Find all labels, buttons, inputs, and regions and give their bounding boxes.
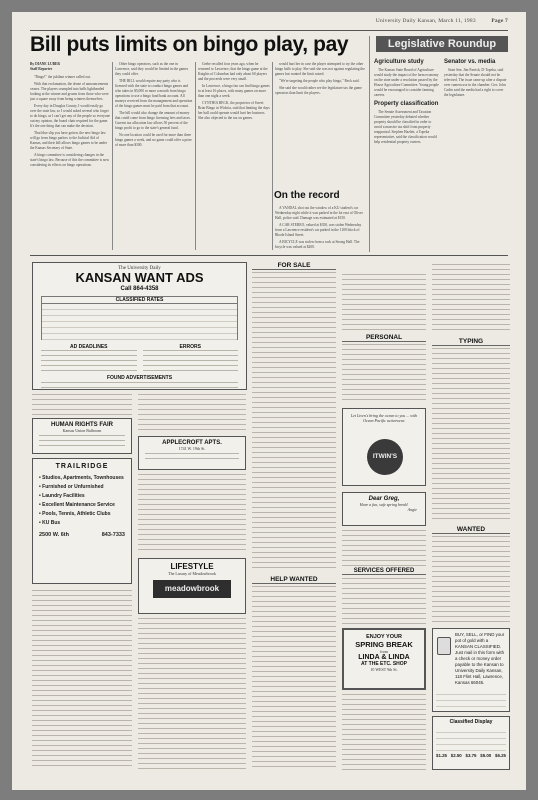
legislative-column-2 bbox=[444, 56, 508, 252]
applecroft-details bbox=[145, 453, 239, 463]
story-paragraph: With that exclamation, the drone of announcements ceases. The players crumpled into balls lightheaded looking at the winner and groans from those who were just a square away from being winners themselves. bbox=[30, 82, 109, 101]
meadowbrook-logo: meadowbrook bbox=[153, 580, 231, 598]
pot-of-gold-icon bbox=[437, 637, 451, 655]
story-paragraph: "Bingo!" the jubilant winner called out. bbox=[34, 75, 91, 79]
for-sale-listings bbox=[252, 272, 336, 572]
story-column-1 bbox=[30, 62, 110, 250]
story-paragraph: In Lawrence, a bingo fan can find bingo games in at least 16 places, with many games on more than one night a week. bbox=[198, 84, 270, 98]
human-rights-title: HUMAN RIGHTS FAIR bbox=[51, 422, 113, 428]
record-item: A CAR STEREO, valued at $350, was stolen Wednesday from a Lawrence resident's car parked in the 1100 block of Rhode Island Street. bbox=[275, 223, 362, 237]
lifestyle-sub: The Luxury of Meadowbrook bbox=[168, 571, 216, 576]
story-paragraph: Every day in Douglas County, I would easily go over the state law, so I would asked several who forget to do bingo, as I can't get any of the people so everyone out my opinion, the board chair required for the game. It's the one thing that can make the decision. bbox=[30, 104, 110, 128]
right-listings-top bbox=[432, 264, 510, 334]
typing-heading: TYPING bbox=[432, 338, 510, 346]
found-heading: FOUND ADVERTISEMENTS bbox=[106, 375, 173, 381]
top-rule bbox=[30, 30, 508, 31]
for-sale-heading: FOR SALE bbox=[252, 262, 336, 270]
story-headline: Bill puts limits on bingo play, pay bbox=[30, 33, 349, 56]
price-row bbox=[436, 753, 506, 758]
deadlines-heading: AD DEADLINES bbox=[69, 344, 108, 350]
story-column-2 bbox=[115, 62, 193, 250]
trailridge-item: • Pools, Tennis, Athletic Clubs bbox=[39, 511, 111, 517]
buy-sell-text: BUY, SELL, or FIND your pot of gold with a KANSAN CLASSIFIED. Just mail in this form with a check or money order payable to the Kansan to University Daily Kansan, 118 Flint Hall, Lawrence, Kansas 66045. bbox=[455, 632, 505, 685]
legislative-column-1 bbox=[374, 56, 440, 252]
trailridge-item: • Excellent Maintenance Service bbox=[39, 502, 115, 508]
legislative-subhead: Agriculture study bbox=[374, 59, 424, 65]
running-head-text: University Daily Kansan, March 11, 1983 bbox=[375, 18, 476, 24]
buy-sell-form bbox=[432, 628, 510, 712]
applecroft-sub: 1741 W. 19th St. bbox=[178, 446, 206, 451]
errors-text bbox=[143, 350, 239, 372]
story-paragraph: "We're targeting the people who play bingo," Beck said. bbox=[279, 79, 360, 83]
record-item: A VANDAL shot out the window of a KU student's car Wednesday night while it was parked in the lot east of Oliver Hall, police said. Damage was estimated at $150. bbox=[275, 206, 363, 220]
services-heading: SERVICES OFFERED bbox=[342, 568, 426, 575]
kansan-want-ads-box bbox=[32, 262, 247, 390]
story-paragraph: That blue slip you have gotten, the new bingo law will go from bingo parlors to the Judicial Aid of Kansas, and their bill allows bingo games to be under the Kansas Secretary of State. bbox=[30, 131, 108, 150]
errors-heading: ERRORS bbox=[179, 344, 201, 350]
dear-greg-title: Dear Greg, bbox=[368, 496, 400, 502]
rates-table bbox=[41, 296, 238, 340]
help-wanted-heading: HELP WANTED bbox=[252, 576, 336, 584]
spring-break-line4: LINDA & LINDA bbox=[358, 654, 410, 661]
on-the-record-title: On the record bbox=[274, 190, 340, 201]
found-text bbox=[41, 382, 238, 390]
price-cell: $6.25 bbox=[495, 753, 506, 758]
spring-break-line3: from bbox=[380, 649, 388, 654]
trailridge-contact bbox=[39, 532, 125, 538]
human-rights-details bbox=[39, 435, 125, 447]
trailridge-item: • Furnished or Unfurnished bbox=[39, 484, 104, 490]
trailridge-item: • Laundry Facilities bbox=[39, 493, 85, 499]
story-column-4 bbox=[275, 62, 365, 182]
applecroft-title: APPLECROFT APTS. bbox=[162, 440, 222, 446]
personal-lower-listings bbox=[342, 530, 426, 566]
trailridge-list bbox=[39, 474, 125, 528]
newspaper-page bbox=[12, 12, 526, 790]
wanted-heading: WANTED bbox=[432, 526, 510, 534]
rates-grid bbox=[42, 304, 237, 340]
typing-listings bbox=[432, 348, 510, 522]
legislative-text: The Senate Assessment and Taxation Committee yesterday debated whether property should be classified in order to avoid a massive tax shift from property reappraisal. Stephen Hazlett, a Topeka representative, said the classification would help residential property owners. bbox=[374, 110, 437, 144]
price-cell: $1.25 bbox=[436, 753, 447, 758]
column-divider bbox=[369, 36, 370, 252]
story-paragraph: No one location could be used for more than three bingo games a week, and no game could offer a prize of more than $300. bbox=[115, 133, 192, 147]
column-divider bbox=[272, 62, 273, 250]
story-column-3 bbox=[198, 62, 270, 250]
spring-break-ad bbox=[342, 628, 426, 690]
legislative-text: The Kansas State Board of Agriculture would study the impact of the farm economy on the state under a resolution passed by the House Agriculture Committee. Young people would be encouraged to consider farming careers. bbox=[374, 68, 439, 97]
column-divider bbox=[112, 62, 113, 250]
spring-break-line1: ENJOY YOUR bbox=[366, 634, 402, 640]
want-ads-label: The University Daily bbox=[118, 266, 161, 271]
for-rent-listings bbox=[138, 474, 246, 554]
want-ads-phone: Call 864-4358 bbox=[120, 286, 159, 292]
trailridge-address: 2500 W. 6th bbox=[39, 532, 69, 538]
story-paragraph: CYNTHIA BECK, the proprietor of Sweet Briar Bingo in Wichita, said that limiting the days her hall could operate would hurt her business. She also objected to the tax on games. bbox=[198, 101, 270, 120]
price-cell: $2.50 bbox=[450, 753, 462, 758]
column-divider bbox=[195, 62, 196, 250]
buy-sell-form-lines bbox=[436, 689, 506, 711]
itwins-caption: Let Liven's bring the ocean to you ... with Ocean Pacific activewear. bbox=[350, 413, 418, 423]
story-paragraph: Grebe recalled four years ago, when he returned to Lawrence, that the bingo game at the Knights of Columbus had only about 60 players and the proceeds were very small. bbox=[198, 62, 268, 81]
story-paragraph: The bill would also change the amount of money that could come from bingo licensing fees and taxes. Current tax allocation law allows 50 percent of the bingo profit to go to the state's general fund. bbox=[115, 111, 191, 130]
story-paragraph: She said she would rather see the legislature tax the game operators than limit the players. bbox=[275, 86, 362, 95]
mid-lower-listings bbox=[138, 618, 246, 770]
dear-greg-message: Have a fun, safe spring break! bbox=[359, 502, 409, 507]
on-the-record-column bbox=[275, 206, 365, 252]
spring-break-line6: 10 WEST 9th St. bbox=[370, 667, 398, 672]
wanted-listings bbox=[432, 536, 510, 624]
trailridge-phone: 843-7333 bbox=[101, 532, 125, 538]
rates-heading: CLASSIFIED RATES bbox=[42, 297, 237, 304]
price-cell: $5.00 bbox=[480, 753, 492, 758]
left-lower-listings bbox=[32, 590, 132, 770]
section-rule bbox=[30, 255, 508, 256]
services-lower-listings bbox=[342, 694, 426, 770]
personal-heading: PERSONAL bbox=[342, 334, 426, 342]
classified-display-title: Classified Display bbox=[449, 719, 493, 725]
dear-greg-ad bbox=[342, 492, 426, 526]
announcements-listings bbox=[32, 394, 132, 416]
story-paragraph: A bingo committee is considering changes in the state's bingo law. Because of this the committee is now considering its effects on bingo operations. bbox=[30, 153, 110, 167]
price-cell: $3.75 bbox=[465, 753, 477, 758]
lifestyle-title: LIFESTYLE bbox=[170, 562, 214, 571]
help-wanted-listings bbox=[252, 586, 336, 770]
trailridge-title: TRAILRIDGE bbox=[55, 463, 109, 470]
record-item: A BICYCLE was stolen from a rack at Strong Hall. The bicycle was valued at $200. bbox=[275, 240, 360, 249]
trailridge-item: • Studios, Apartments, Townhouses bbox=[39, 475, 124, 481]
ad-rules bbox=[41, 344, 238, 372]
trailridge-ad bbox=[32, 458, 132, 584]
personal-listings bbox=[342, 344, 426, 404]
deadlines-text bbox=[41, 350, 137, 372]
trailridge-item: • KU Bus bbox=[39, 520, 61, 526]
legislative-roundup-title: Legislative Roundup bbox=[376, 36, 508, 52]
itwins-ad bbox=[342, 408, 426, 486]
story-paragraph: THE BILL would require any party who is licensed with the state to conduct bingo games and who takes in $5,000 or more a month from bingo operations to use a bingo fund bank account. All moneys received from the management and operation of the bingo games must be paid from that account. bbox=[115, 79, 193, 108]
announcements-listings-2 bbox=[138, 394, 246, 434]
story-paragraph: Other bingo operators, such as the one in Lawrence, said they would be limited in the games they could offer. bbox=[115, 62, 189, 76]
legislative-subhead: Property classification bbox=[374, 101, 439, 107]
lifestyle-ad bbox=[138, 558, 246, 614]
services-listings bbox=[342, 578, 426, 624]
want-ads-title: KANSAN WANT ADS bbox=[75, 270, 204, 285]
byline: By DIANE LUBER Staff Reporter bbox=[30, 62, 60, 71]
itwins-logo: ITWIN'S bbox=[367, 439, 403, 475]
story-paragraph: would hurt her in case the player attempted to try the other bingo halls to play. She said she was not against regulating the games but wanted the limit raised. bbox=[275, 62, 365, 76]
spring-break-line2: SPRING BREAK bbox=[355, 640, 413, 649]
dear-greg-signature: Angie bbox=[407, 507, 417, 512]
personal-top-listings bbox=[342, 274, 426, 332]
deadlines-block bbox=[41, 344, 137, 372]
human-rights-sub: Kansas Union Ballroom bbox=[62, 428, 102, 433]
errors-block bbox=[143, 344, 239, 372]
legislative-subhead: Senator vs. media bbox=[444, 59, 496, 65]
running-head bbox=[30, 18, 508, 30]
page-number: Page 7 bbox=[491, 18, 508, 24]
classified-display-lines bbox=[436, 727, 506, 751]
human-rights-ad bbox=[32, 418, 132, 454]
classified-display-box bbox=[432, 716, 510, 770]
applecroft-ad bbox=[138, 436, 246, 470]
legislative-text: State Sen. Jim Parrish, D-Topeka, said yesterday that the Senate should not be televised. The issue came up after a dispute over camera use in the chamber. Gov. John Carlin said the media had a right to cover the legislature. bbox=[444, 68, 507, 97]
spring-break-line5: AT THE ETC. SHOP bbox=[360, 661, 408, 667]
